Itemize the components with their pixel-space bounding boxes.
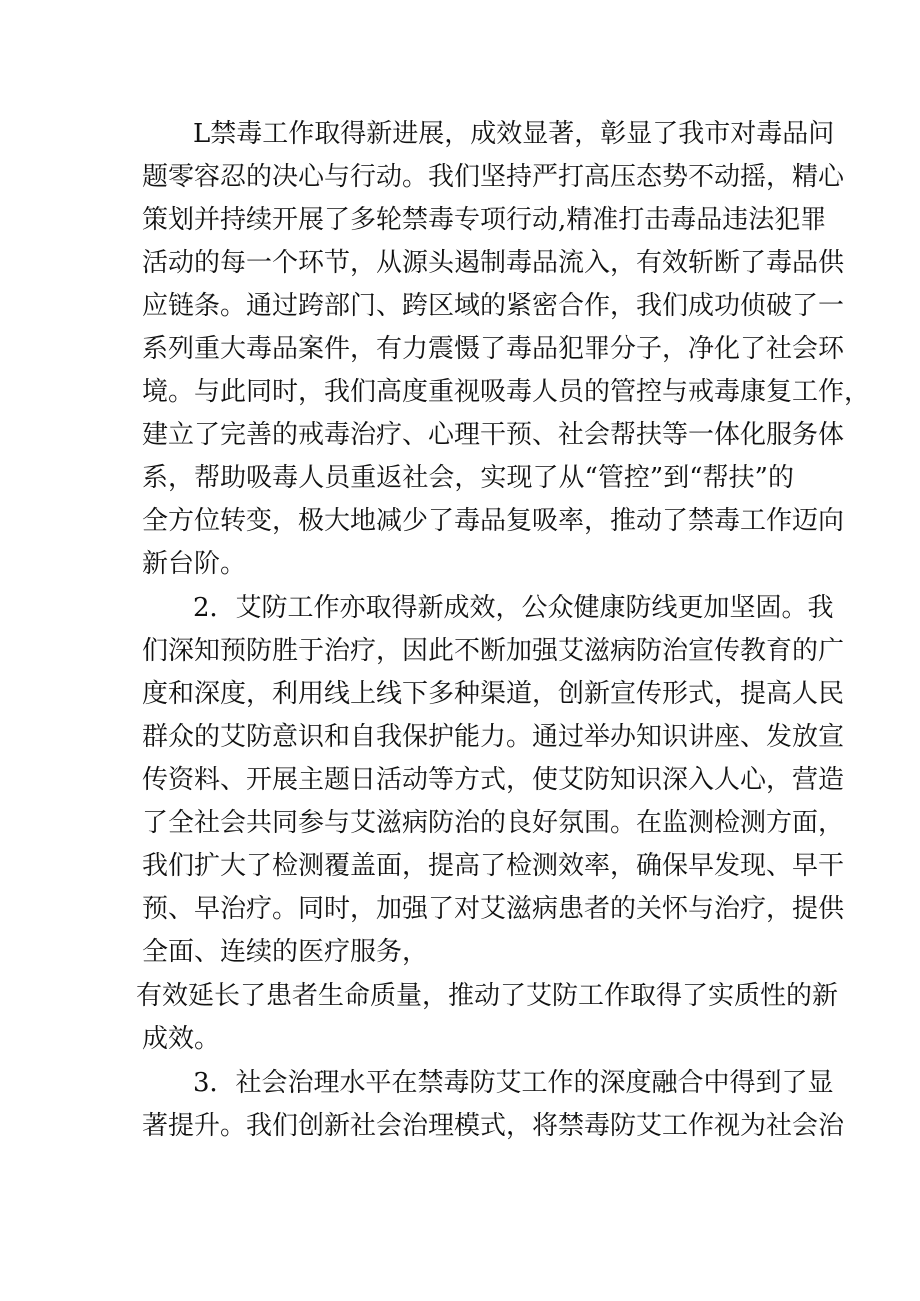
paragraph-2-line-5: 传资料、开展主题日活动等方式，使艾防知识深入人心，营造 (142, 765, 845, 795)
paragraph-2-line-2: 们深知预防胜于治疗，因此不断加强艾滋病防治宣传教育的广 (142, 636, 845, 666)
paragraph-2-line-11: 成效。 (142, 1024, 221, 1054)
paragraph-1-line-8: 建立了完善的戒毒治疗、心理干预、社会帮扶等一体化服务体 (142, 420, 845, 450)
paragraph-2-line-7: 我们扩大了检测覆盖面，提高了检测效率，确保早发现、早干 (142, 851, 845, 881)
paragraph-1-line-3: 策划并持续开展了多轮禁毒专项行动,精准打击毒品违法犯罪 (142, 205, 827, 235)
paragraph-1-line-11: 新台阶。 (142, 549, 247, 579)
paragraph-3-line-1: 3．社会治理水平在禁毒防艾工作的深度融合中得到了显 (193, 1068, 834, 1098)
paragraph-1-line-9: 系，帮助吸毒人员重返社会，实现了从“管控”到“帮扶”的 (142, 463, 794, 493)
paragraph-2-line-10: 有效延长了患者生命质量，推动了艾防工作取得了实质性的新 (136, 981, 839, 1011)
paragraph-3-line-2: 著提升。我们创新社会治理模式，将禁毒防艾工作视为社会治 (142, 1111, 845, 1141)
paragraph-2-line-4: 群众的艾防意识和自我保护能力。通过举办知识讲座、发放宣 (142, 722, 845, 752)
paragraph-2-line-6: 了全社会共同参与艾滋病防治的良好氛围。在监测检测方面， (142, 808, 845, 838)
paragraph-2-line-1: 2．艾防工作亦取得新成效，公众健康防线更加坚固。我 (193, 593, 834, 623)
paragraph-2-line-8: 预、早治疗。同时，加强了对艾滋病患者的关怀与治疗，提供 (142, 894, 845, 924)
paragraph-1-line-2: 题零容忍的决心与行动。我们坚持严打高压态势不动摇，精心 (142, 162, 845, 192)
paragraph-1-line-7: 境。与此同时，我们高度重视吸毒人员的管控与戒毒康复工作， (142, 377, 871, 407)
paragraph-1-line-1: L禁毒工作取得新进展，成效显著，彰显了我市对毒品问 (193, 119, 835, 149)
paragraph-2-line-3: 度和深度，利用线上线下多种渠道，创新宣传形式，提高人民 (142, 679, 845, 709)
paragraph-1-line-5: 应链条。通过跨部门、跨区域的紧密合作，我们成功侦破了一 (142, 291, 845, 321)
paragraph-1-line-6: 系列重大毒品案件，有力震慑了毒品犯罪分子，净化了社会环 (142, 334, 845, 364)
paragraph-1-line-4: 活动的每一个环节，从源头遏制毒品流入，有效斩断了毒品供 (142, 248, 845, 278)
paragraph-2-line-9: 全面、连续的医疗服务， (142, 937, 429, 967)
paragraph-1-line-10: 全方位转变，极大地减少了毒品复吸率，推动了禁毒工作迈向 (142, 506, 845, 536)
